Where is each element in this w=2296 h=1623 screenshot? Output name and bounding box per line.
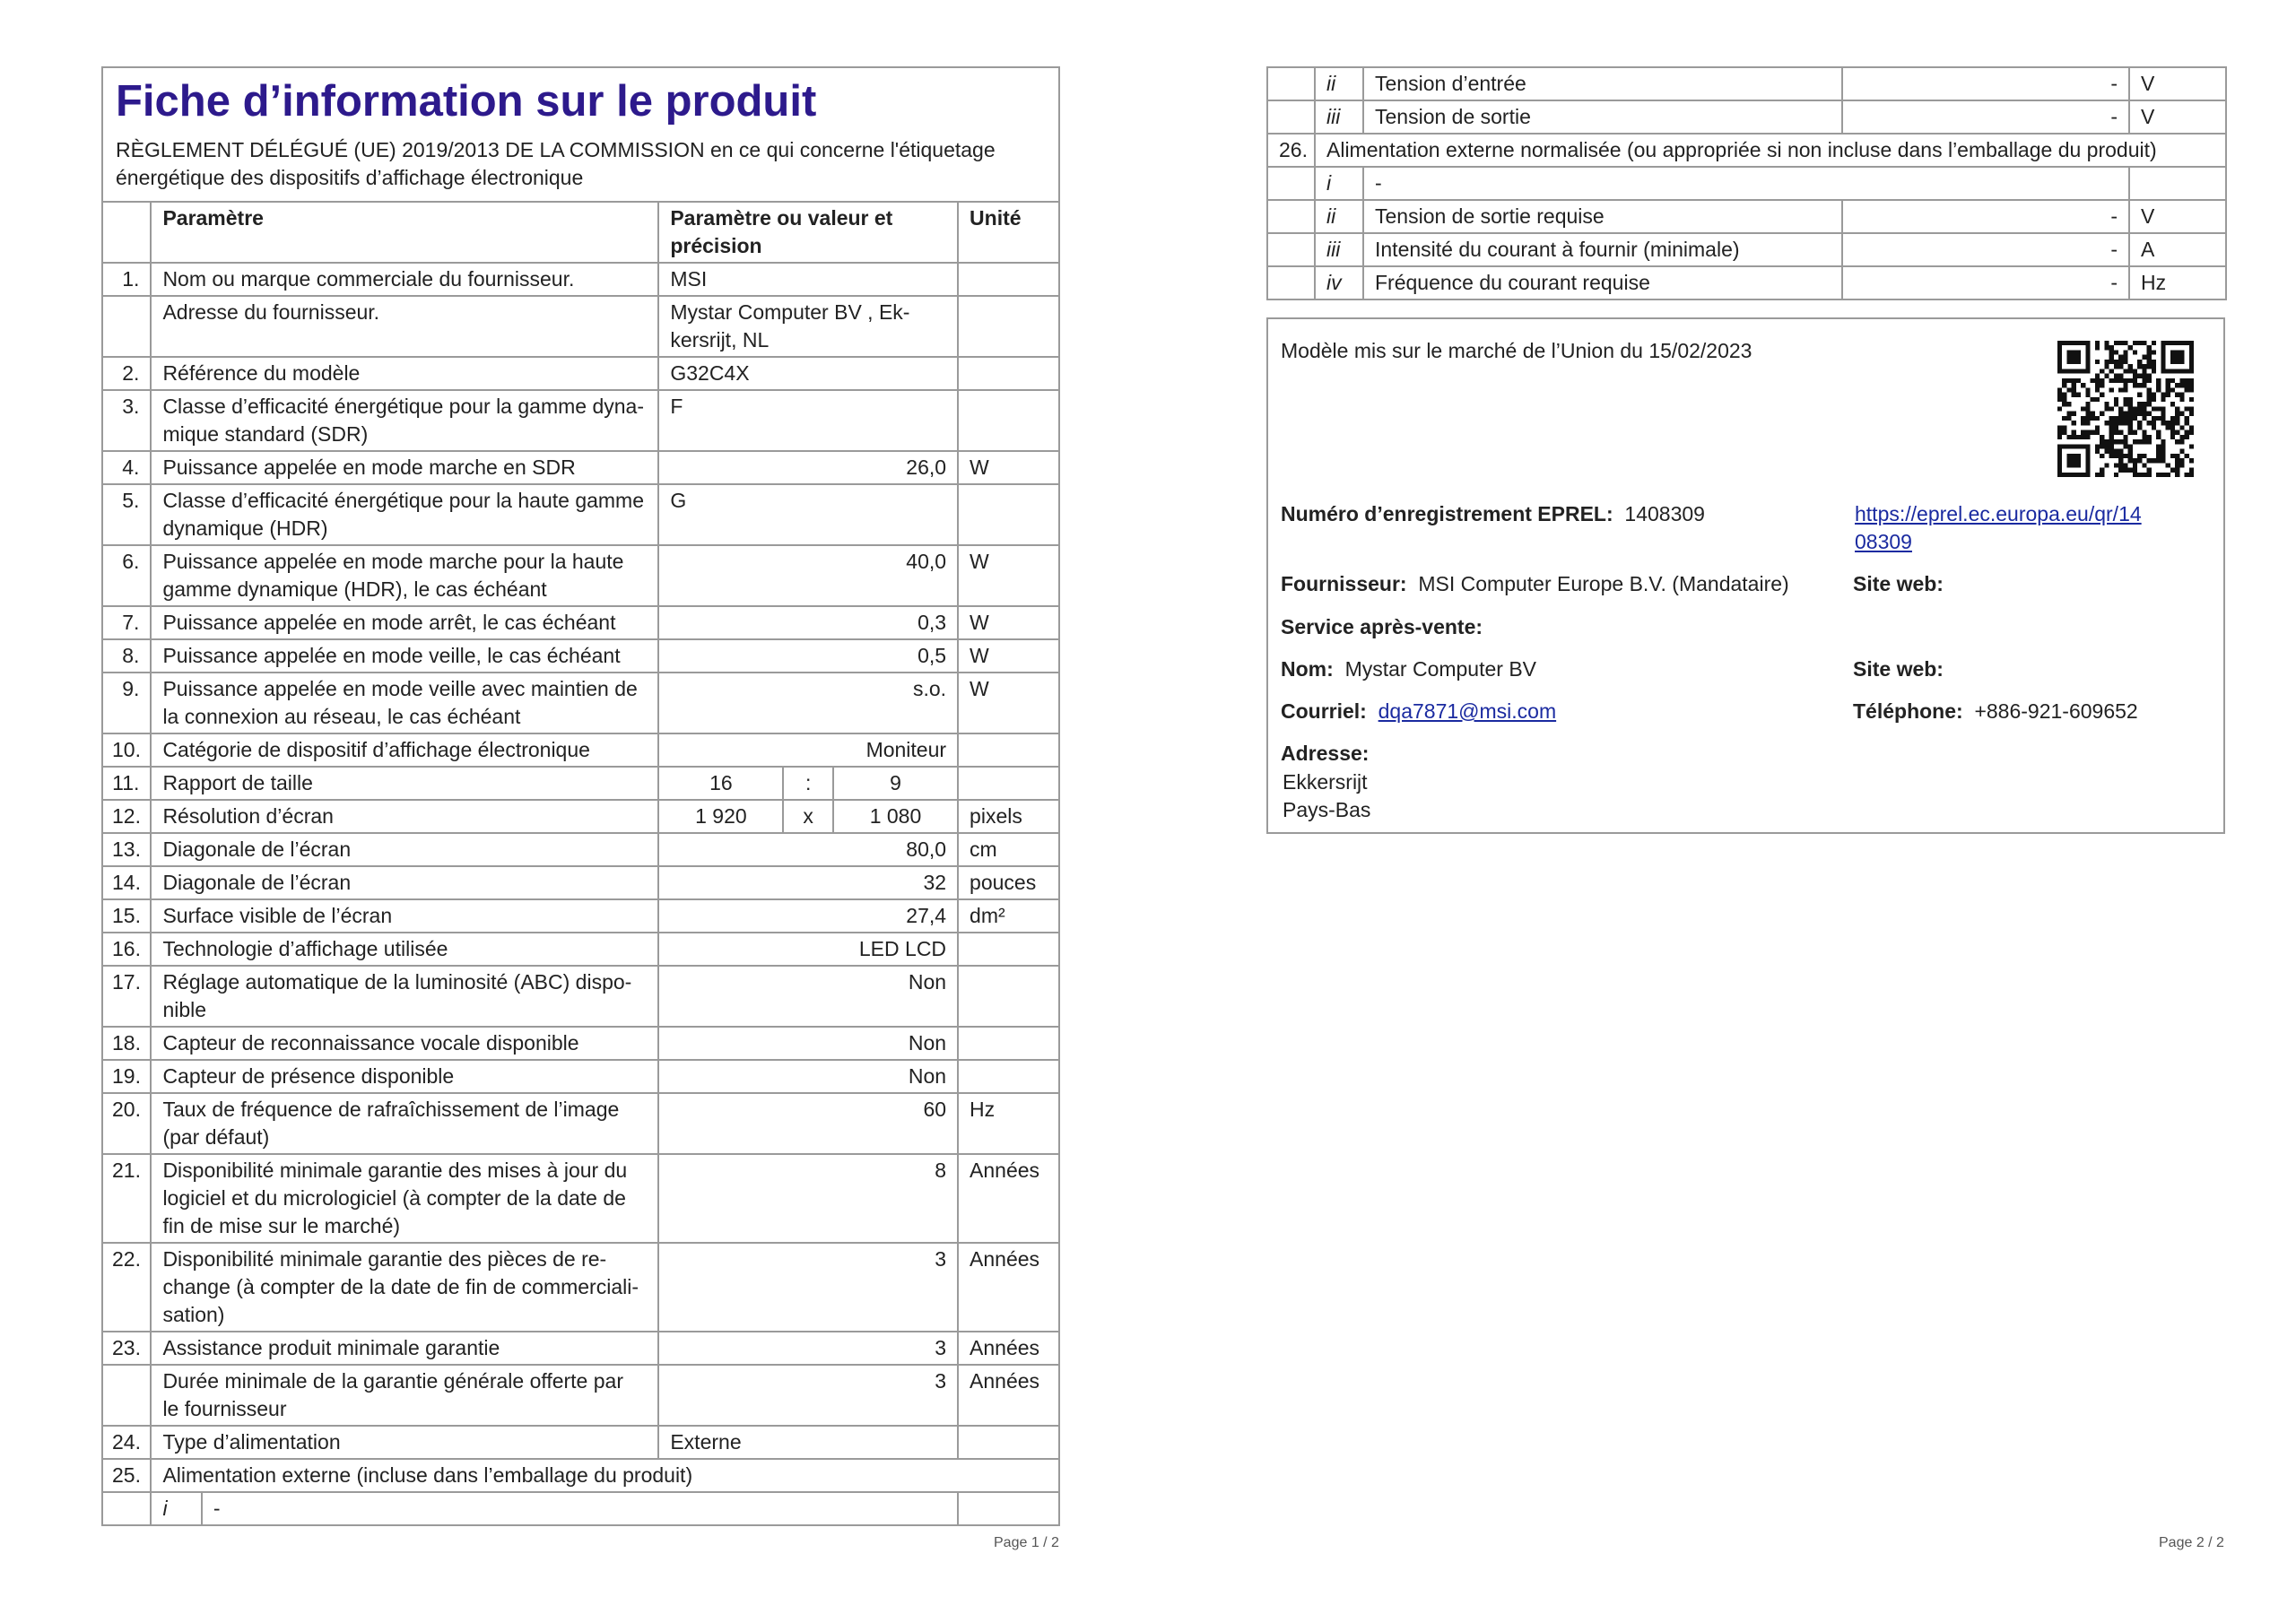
website-label: Site web: xyxy=(1853,572,1944,595)
table-row: 18. Capteur de reconnaissance vocale disponible Non xyxy=(101,1027,1058,1060)
row-value: 27,4 xyxy=(658,899,958,933)
row-value: LED LCD xyxy=(658,933,958,966)
email-link[interactable]: dqa7871@msi.com xyxy=(1378,699,1557,723)
row-value: F xyxy=(658,390,958,451)
row-label: Alimentation externe normalisée (ou appropriée si non incluse dans l’emballage du produit) xyxy=(1315,134,2226,167)
ratio-separator: : xyxy=(783,767,832,800)
table-row xyxy=(1267,100,2226,134)
row-unit: Années xyxy=(958,1154,1058,1243)
row-unit: W xyxy=(958,545,1058,606)
row-value: Non xyxy=(658,1060,958,1093)
sub-index: ii xyxy=(1315,67,1363,100)
eprel-link[interactable] xyxy=(1855,500,2142,556)
row-label: Tension d’entrée xyxy=(1363,67,1842,100)
table-row: 23. Assistance produit minimale garantie 3 Années xyxy=(101,1332,1058,1365)
sub-index: iv xyxy=(1315,266,1363,299)
row-label: Assistance produit minimale garantie xyxy=(151,1332,658,1365)
table-row: 1. Nom ou marque commerciale du fournisseur. MSI xyxy=(101,263,1058,296)
row-label: Référence du modèle xyxy=(151,357,658,390)
market-date: Modèle mis sur le marché de l’Union du 15/02/2023 xyxy=(1281,339,1752,362)
row-label: Réglage automatique de la luminosité (ABC) dispo- nible xyxy=(151,966,658,1027)
ratio-width: 16 xyxy=(658,767,783,800)
row-unit: Années xyxy=(958,1332,1058,1365)
row-value: 8 xyxy=(658,1154,958,1243)
row-value: 3 xyxy=(658,1243,958,1332)
row-value: 0,3 xyxy=(658,606,958,639)
row-unit: pouces xyxy=(958,866,1058,899)
table-row: 13. Diagonale de l’écran 80,0 cm xyxy=(101,833,1058,866)
row-unit: V xyxy=(2129,200,2226,233)
row-label: Fréquence du courant requise xyxy=(1363,266,1842,299)
row-label: Classe d’efficacité énergétique pour la haute gamme dynamique (HDR) xyxy=(151,484,658,545)
row-label: Disponibilité minimale garantie des pièces de re- change (à compter de la date de fin de commerciali- sation) xyxy=(151,1243,658,1332)
row-label: Technologie d’affichage utilisée xyxy=(151,933,658,966)
product-info-sheet-page-1 xyxy=(101,66,1060,1526)
table-row: 2. Référence du modèle G32C4X xyxy=(101,357,1058,390)
row-value: G xyxy=(658,484,958,545)
aftersales-label: Service après-vente: xyxy=(1281,615,1483,638)
row-value: - xyxy=(1842,67,2129,100)
resolution-height: 1 080 xyxy=(833,800,958,833)
row-value: Externe xyxy=(658,1426,958,1459)
header-value: Paramètre ou valeur et précision xyxy=(658,202,958,263)
row-value: - xyxy=(1842,200,2129,233)
table-row: 12. Résolution d’écran 1 920 x 1 080 pixels xyxy=(101,800,1058,833)
sub-index: ii xyxy=(1315,200,1363,233)
row-label: Nom ou marque commerciale du fournisseur. xyxy=(151,263,658,296)
row-label: Diagonale de l’écran xyxy=(151,866,658,899)
phone-label: Téléphone: xyxy=(1853,699,1963,723)
row-label: Surface visible de l’écran xyxy=(151,899,658,933)
table-row: 19. Capteur de présence disponible Non xyxy=(101,1060,1058,1093)
row-unit: Hz xyxy=(2129,266,2226,299)
row-unit: W xyxy=(958,639,1058,673)
eprel-label: Numéro d’enregistrement EPREL: xyxy=(1281,502,1613,525)
table-header-row xyxy=(101,202,1058,263)
name-label: Nom: xyxy=(1281,657,1334,681)
eprel-link-line-1[interactable]: https://eprel.ec.europa.eu/qr/14 xyxy=(1855,502,2142,525)
row-label: Classe d’efficacité énergétique pour la gamme dyna- mique standard (SDR) xyxy=(151,390,658,451)
row-value: - xyxy=(1842,233,2129,266)
sub-index: iii xyxy=(1315,233,1363,266)
phone-row xyxy=(1853,698,2138,725)
table-row: 21. Disponibilité minimale garantie des mises à jour du logiciel et du micrologiciel (à compter de la date de fin de mise sur le marché) 8 Années xyxy=(101,1154,1058,1243)
supplier-value: MSI Computer Europe B.V. (Mandataire) xyxy=(1418,572,1789,595)
table-row: 10. Catégorie de dispositif d’affichage électronique Moniteur xyxy=(101,733,1058,767)
name-value: Mystar Computer BV xyxy=(1344,657,1537,681)
row-label: Adresse du fournisseur. xyxy=(151,296,658,357)
row-label: Capteur de présence disponible xyxy=(151,1060,658,1093)
table-row xyxy=(101,296,1058,357)
page-number-1: Page 1 / 2 xyxy=(994,1535,1059,1550)
row-label: Alimentation externe (incluse dans l’emballage du produit) xyxy=(151,1459,1058,1492)
table-row: 3. Classe d’efficacité énergétique pour la gamme dyna- mique standard (SDR) F xyxy=(101,390,1058,451)
address-line-1: Ekkersrijt xyxy=(1283,770,1368,794)
title-block xyxy=(103,68,1058,203)
row-value: 32 xyxy=(658,866,958,899)
row-label: Puissance appelée en mode marche pour la haute gamme dynamique (HDR), le cas échéant xyxy=(151,545,658,606)
row-value: - xyxy=(1842,266,2129,299)
address-label: Adresse: xyxy=(1281,742,1370,765)
row-label: Puissance appelée en mode veille, le cas échéant xyxy=(151,639,658,673)
table-row: 14. Diagonale de l’écran 32 pouces xyxy=(101,866,1058,899)
row-value: - xyxy=(1363,167,2129,200)
row-unit: W xyxy=(958,606,1058,639)
row-label: Puissance appelée en mode marche en SDR xyxy=(151,451,658,484)
row-unit: V xyxy=(2129,100,2226,134)
row-unit: Années xyxy=(958,1365,1058,1426)
eprel-number-row xyxy=(1281,500,1705,528)
email-label: Courriel: xyxy=(1281,699,1367,723)
ratio-height: 9 xyxy=(833,767,958,800)
parameters-table xyxy=(101,201,1058,1524)
website2-label: Site web: xyxy=(1853,657,1944,681)
qr-code-icon[interactable] xyxy=(2057,341,2194,477)
row-value: - xyxy=(202,1492,958,1524)
row-label: Résolution d’écran xyxy=(151,800,658,833)
table-row xyxy=(1267,67,2226,100)
table-row: 8. Puissance appelée en mode veille, le cas échéant 0,5 W xyxy=(101,639,1058,673)
row-unit: Années xyxy=(958,1243,1058,1332)
row-label: Taux de fréquence de rafraîchissement de l’image (par défaut) xyxy=(151,1093,658,1154)
sub-index: i xyxy=(151,1492,201,1524)
row-label: Intensité du courant à fournir (minimale) xyxy=(1363,233,1842,266)
regulation-line-1: RÈGLEMENT DÉLÉGUÉ (UE) 2019/2013 DE LA COMMISSION en ce qui concerne l'étiquetage xyxy=(116,138,996,161)
row-value: 3 xyxy=(658,1365,958,1426)
address-line-2: Pays-Bas xyxy=(1283,798,1371,821)
table-row: 7. Puissance appelée en mode arrêt, le cas échéant 0,3 W xyxy=(101,606,1058,639)
row-value: 80,0 xyxy=(658,833,958,866)
row-unit: W xyxy=(958,451,1058,484)
resolution-separator: x xyxy=(783,800,832,833)
row-value: 60 xyxy=(658,1093,958,1154)
row-label: Catégorie de dispositif d’affichage électronique xyxy=(151,733,658,767)
document-title: Fiche d’information sur le produit xyxy=(116,77,817,126)
row-unit: cm xyxy=(958,833,1058,866)
header-unit: Unité xyxy=(958,202,1058,263)
email-row xyxy=(1281,698,1556,725)
regulation-text xyxy=(116,136,1046,192)
table-row: 16. Technologie d’affichage utilisée LED LCD xyxy=(101,933,1058,966)
row-unit: Hz xyxy=(958,1093,1058,1154)
name-row xyxy=(1281,655,1536,683)
sub-index: i xyxy=(1315,167,1363,200)
power-supply-table xyxy=(1266,66,2227,300)
table-row: 26. Alimentation externe normalisée (ou appropriée si non incluse dans l’emballage du produit) xyxy=(1267,134,2226,167)
table-row: 22. Disponibilité minimale garantie des pièces de re- change (à compter de la date de fin de commerciali- sation) 3 Années xyxy=(101,1243,1058,1332)
page-number-2: Page 2 / 2 xyxy=(2159,1535,2224,1550)
row-unit: W xyxy=(958,673,1058,733)
row-label: Capteur de reconnaissance vocale disponible xyxy=(151,1027,658,1060)
row-label: Diagonale de l’écran xyxy=(151,833,658,866)
row-label: Puissance appelée en mode veille avec maintien de la connexion au réseau, le cas échéant xyxy=(151,673,658,733)
row-value: G32C4X xyxy=(658,357,958,390)
phone-value: +886-921-609652 xyxy=(1974,699,2138,723)
eprel-number: 1408309 xyxy=(1624,502,1705,525)
table-row: 20. Taux de fréquence de rafraîchissement de l’image (par défaut) 60 Hz xyxy=(101,1093,1058,1154)
table-row xyxy=(101,1365,1058,1426)
resolution-width: 1 920 xyxy=(658,800,783,833)
table-row xyxy=(1267,266,2226,299)
table-row xyxy=(1267,233,2226,266)
row-label: Tension de sortie xyxy=(1363,100,1842,134)
table-row xyxy=(1267,200,2226,233)
table-row xyxy=(1267,167,2226,200)
row-unit: V xyxy=(2129,67,2226,100)
row-label: Disponibilité minimale garantie des mises à jour du logiciel et du micrologiciel (à compter de la date de fin de mise sur le marché) xyxy=(151,1154,658,1243)
table-row: 5. Classe d’efficacité énergétique pour la haute gamme dynamique (HDR) G xyxy=(101,484,1058,545)
table-row: 4. Puissance appelée en mode marche en SDR 26,0 W xyxy=(101,451,1058,484)
row-value: 0,5 xyxy=(658,639,958,673)
row-label: Type d’alimentation xyxy=(151,1426,658,1459)
row-unit: dm² xyxy=(958,899,1058,933)
row-unit: pixels xyxy=(958,800,1058,833)
row-label: Tension de sortie requise xyxy=(1363,200,1842,233)
eprel-link-line-2[interactable]: 08309 xyxy=(1855,530,1912,553)
row-label: Durée minimale de la garantie générale offerte par le fournisseur xyxy=(151,1365,658,1426)
table-row: 15. Surface visible de l’écran 27,4 dm² xyxy=(101,899,1058,933)
row-label: Puissance appelée en mode arrêt, le cas échéant xyxy=(151,606,658,639)
row-value: Mystar Computer BV , Ek- kersrijt, NL xyxy=(658,296,958,357)
table-row xyxy=(101,1492,1058,1524)
regulation-line-2: énergétique des dispositifs d’affichage électronique xyxy=(116,166,584,189)
row-value: Non xyxy=(658,1027,958,1060)
table-row: 6. Puissance appelée en mode marche pour la haute gamme dynamique (HDR), le cas échéant 40,0 W xyxy=(101,545,1058,606)
table-row: 25. Alimentation externe (incluse dans l’emballage du produit) xyxy=(101,1459,1058,1492)
row-value: 40,0 xyxy=(658,545,958,606)
header-parameter: Paramètre xyxy=(151,202,658,263)
table-row: 17. Réglage automatique de la luminosité (ABC) dispo- nible Non xyxy=(101,966,1058,1027)
row-label: Rapport de taille xyxy=(151,767,658,800)
supplier-label: Fournisseur: xyxy=(1281,572,1407,595)
row-value: 3 xyxy=(658,1332,958,1365)
row-value: MSI xyxy=(658,263,958,296)
row-value: Moniteur xyxy=(658,733,958,767)
table-row: 24. Type d’alimentation Externe xyxy=(101,1426,1058,1459)
supplier-row xyxy=(1281,570,1789,598)
row-unit: A xyxy=(2129,233,2226,266)
table-row: 11. Rapport de taille 16 : 9 xyxy=(101,767,1058,800)
registration-info-box xyxy=(1266,317,2225,834)
row-value: s.o. xyxy=(658,673,958,733)
row-value: - xyxy=(1842,100,2129,134)
row-value: 26,0 xyxy=(658,451,958,484)
table-row: 9. Puissance appelée en mode veille avec maintien de la connexion au réseau, le cas échéant s.o. W xyxy=(101,673,1058,733)
row-value: Non xyxy=(658,966,958,1027)
sub-index: iii xyxy=(1315,100,1363,134)
